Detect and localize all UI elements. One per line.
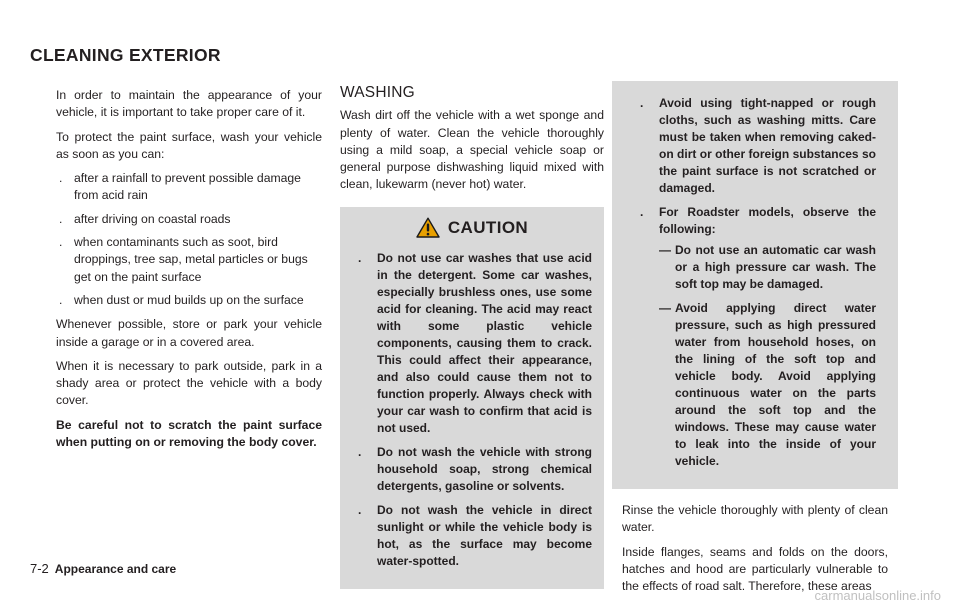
bullet-mark: . <box>59 211 63 226</box>
list-item-text: after driving on coastal roads <box>74 211 231 226</box>
sub-item-text: Do not use an automatic car wash or a high pressure car wash. The soft top may be damaged. <box>675 243 876 291</box>
list-item <box>56 234 322 286</box>
caution-list <box>352 250 592 570</box>
bullet-mark: . <box>358 250 362 265</box>
list-item <box>56 211 322 228</box>
caution-item <box>352 444 592 495</box>
caution-item <box>634 95 876 197</box>
page-title: CLEANING EXTERIOR <box>30 45 221 65</box>
dash-mark: — <box>659 243 671 257</box>
bullet-mark: . <box>640 96 644 110</box>
storage-paragraph: Whenever possible, store or park your vehicle inside a garage or in a covered area. <box>56 317 322 349</box>
bullet-mark: . <box>358 502 362 517</box>
watermark: carmanualsonline.info <box>814 588 941 603</box>
sub-item-text: Avoid applying direct water pressure, such as high pressured water from household hoses, on the lining of the soft top and vehicle body. Avoid applying continuous water on the parts around the soft top and the windows. These may cause water to leak into the inside of your vehicle. <box>675 301 876 468</box>
caution-header <box>352 217 592 238</box>
rinse-paragraph: Rinse the vehicle thoroughly with plenty of clean water. <box>622 503 888 535</box>
section-title-washing: WASHING <box>340 84 415 101</box>
warning-triangle-icon <box>416 217 440 238</box>
wash-when-list <box>56 170 322 309</box>
roadster-sub-list <box>659 242 876 470</box>
caution-item-text: For Roadster models, observe the following: <box>659 205 876 236</box>
column-right <box>622 87 888 602</box>
protect-paragraph: To protect the paint surface, wash your vehicle as soon as you can: <box>56 129 322 161</box>
caution-list-continued <box>634 95 876 470</box>
flanges-paragraph: Inside flanges, seams and folds on the doors, hatches and hood are particularly vulnerable to the effects of road salt. Therefore, these areas <box>622 544 888 594</box>
body-cover-warning: Be careful not to scratch the paint surface when putting on or removing the body cover. <box>56 417 322 450</box>
caution-item-text: Do not wash the vehicle with strong household soap, strong chemical detergents, gasoline or solvents. <box>377 444 592 493</box>
column-middle <box>340 84 604 589</box>
bullet-mark: . <box>358 444 362 459</box>
list-item-text: when dust or mud builds up on the surface <box>74 292 304 307</box>
caution-title: CAUTION <box>447 217 529 237</box>
section-name: Appearance and care <box>54 562 177 576</box>
list-item-text: when contaminants such as soot, bird droppings, tree sap, metal particles or bugs get on the paint surface <box>74 235 308 284</box>
column-left <box>56 87 322 458</box>
caution-item-text: Avoid using tight-napped or rough cloths, such as washing mitts. Care must be taken when removing caked-on dirt or other foreign substances so the paint surface is not scratched or damaged. <box>659 96 876 195</box>
list-item <box>56 170 322 205</box>
dash-mark: — <box>659 301 671 315</box>
bullet-mark: . <box>59 292 63 307</box>
list-item <box>56 292 322 309</box>
page-number: 7-2 <box>30 561 49 576</box>
caution-item <box>352 250 592 437</box>
caution-box-continued <box>612 81 898 489</box>
caution-item-text: Do not use car washes that use acid in the detergent. Some car washes, especially brushless ones, use some acid for cleaning. The acid may react with some plastic vehicle components, causing them to crack. This could affect their appearance, and also could cause them not to function properly. Always check with your car wash to confirm that acid is not used. <box>377 250 592 435</box>
bullet-mark: . <box>59 235 63 250</box>
bullet-mark: . <box>640 205 644 219</box>
list-item-text: after a rainfall to prevent possible damage from acid rain <box>74 171 301 203</box>
intro-paragraph: In order to maintain the appearance of your vehicle, it is important to take proper care of it. <box>56 88 322 120</box>
page-footer <box>30 561 176 576</box>
caution-item-text: Do not wash the vehicle in direct sunlight or while the vehicle body is hot, as the surface may become water-spotted. <box>377 502 592 568</box>
washing-paragraph: Wash dirt off the vehicle with a wet sponge and plenty of water. Clean the vehicle thoroughly using a mild soap, a special vehicle soap or general purpose dishwashing liquid mixed with clean, lukewarm (never hot) water. <box>340 108 604 192</box>
park-outside-paragraph: When it is necessary to park outside, park in a shady area or protect the vehicle with a body cover. <box>56 358 322 408</box>
caution-box <box>340 207 604 589</box>
caution-item <box>634 204 876 470</box>
bullet-mark: . <box>59 171 63 186</box>
caution-item <box>352 502 592 570</box>
sub-item <box>659 242 876 293</box>
sub-item <box>659 300 876 470</box>
